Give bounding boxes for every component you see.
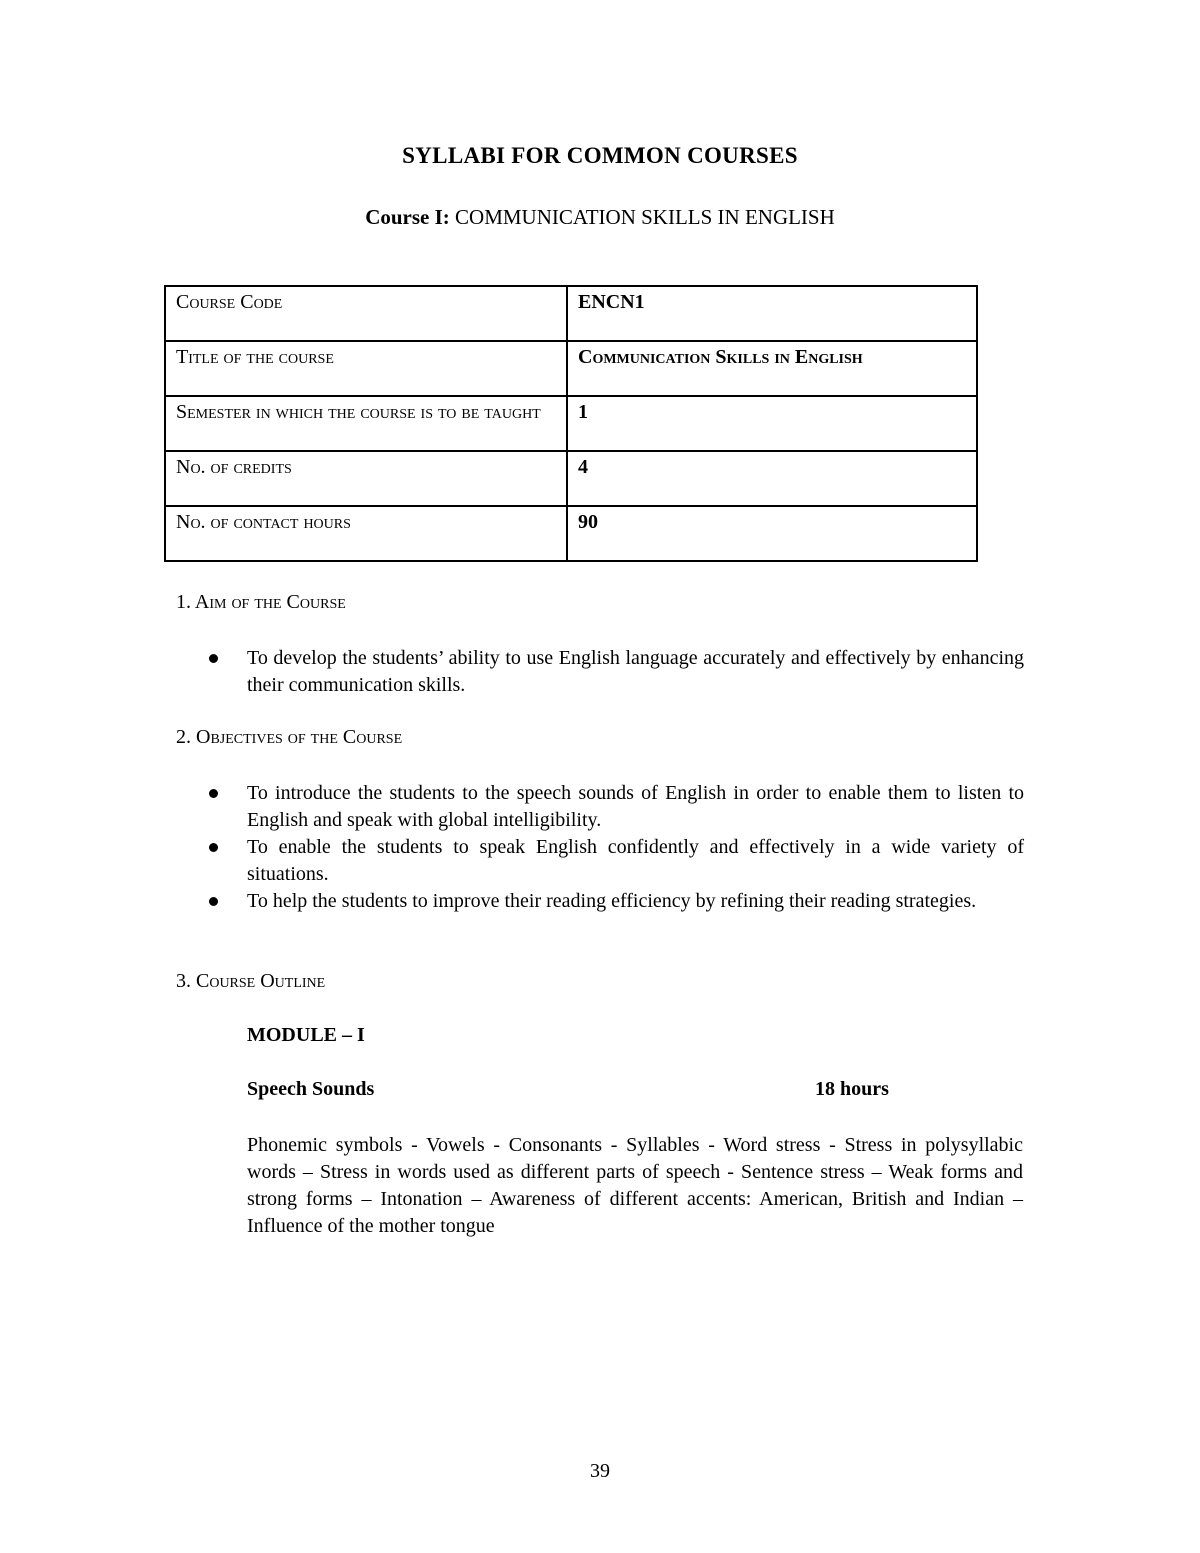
course-title-label: Title of the course <box>165 341 567 396</box>
aim-heading: 1. Aim of the Course <box>176 591 346 613</box>
course-code-value: ENCN1 <box>567 286 977 341</box>
outline-heading: 3. Course Outline <box>176 970 326 992</box>
list-item-text: To enable the students to speak English confidently and effectively in a wide variety of situations. <box>247 836 1024 885</box>
module-title: MODULE – I <box>247 1024 365 1046</box>
unit-hours: 18 hours <box>815 1078 889 1100</box>
course-title-value: Communication Skills in English <box>567 341 977 396</box>
contact-hours-value: 90 <box>567 506 977 561</box>
credits-label: No. of credits <box>165 451 567 506</box>
unit-body: Phonemic symbols - Vowels - Consonants - Syllables - Word stress - Stress in polysyllabic words – Stress in words used as different parts of speech - Sentence stress – Weak forms and strong forms – Intonation – Awareness of different accents: American, British and Indian – Influence of the mother tongue <box>247 1134 1023 1237</box>
bullet-icon <box>209 843 218 852</box>
table-row <box>165 506 977 561</box>
table-row <box>165 341 977 396</box>
credits-value: 4 <box>567 451 977 506</box>
table-row <box>165 451 977 506</box>
bullet-icon <box>209 654 218 663</box>
objectives-list <box>206 780 1024 915</box>
list-item <box>206 834 1024 888</box>
unit-title: Speech Sounds <box>247 1078 375 1100</box>
aim-list <box>206 645 1024 699</box>
page-number: 39 <box>590 1460 610 1482</box>
list-item-text: To develop the students’ ability to use English language accurately and effectively by enhancing their communication skills. <box>247 647 1024 696</box>
semester-value: 1 <box>567 396 977 451</box>
course-number: Course I: <box>365 205 450 229</box>
course-info-table <box>164 285 978 562</box>
semester-label: Semester in which the course is to be taught <box>165 396 567 451</box>
bullet-icon <box>209 789 218 798</box>
table-row <box>165 396 977 451</box>
bullet-icon <box>209 897 218 906</box>
list-item-text: To help the students to improve their reading efficiency by refining their reading strategies. <box>247 890 977 912</box>
list-item <box>206 780 1024 834</box>
list-item-text: To introduce the students to the speech sounds of English in order to enable them to listen to English and speak with global intelligibility. <box>247 782 1024 831</box>
course-code-label: Course Code <box>165 286 567 341</box>
list-item <box>206 888 1024 915</box>
list-item <box>206 645 1024 699</box>
contact-hours-label: No. of contact hours <box>165 506 567 561</box>
table-row <box>165 286 977 341</box>
course-name: COMMUNICATION SKILLS IN ENGLISH <box>455 205 835 229</box>
page-title: SYLLABI FOR COMMON COURSES <box>402 143 798 168</box>
course-heading <box>0 205 1200 230</box>
objectives-heading: 2. Objectives of the Course <box>176 726 403 748</box>
